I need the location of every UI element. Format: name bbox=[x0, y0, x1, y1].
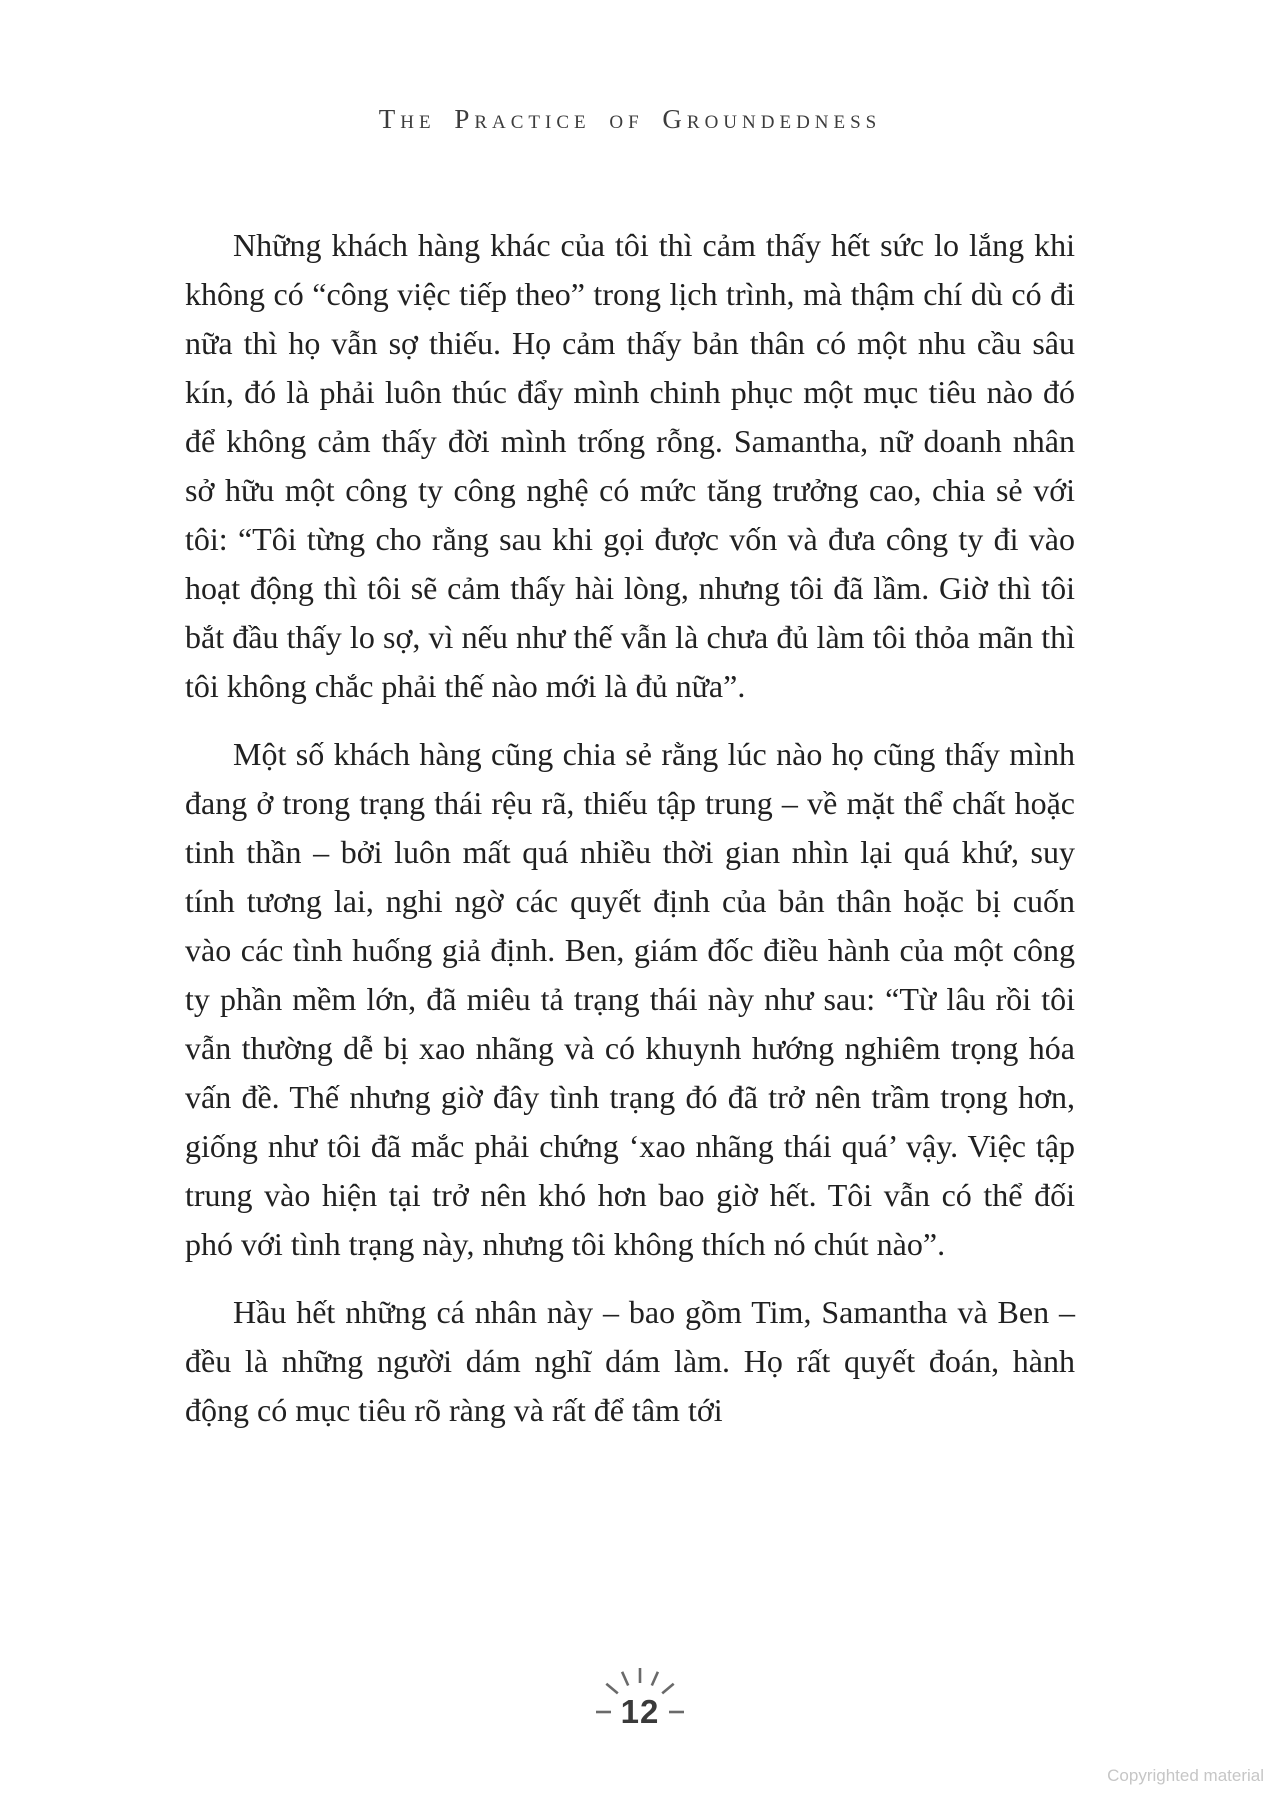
paragraph-3: Hầu hết những cá nhân này – bao gồm Tim, Samantha và Ben – đều là những người dám nghĩ dám làm. Họ rất quyết đoán, hành động có mục tiêu rõ ràng và rất để tâm tới bbox=[185, 1294, 1075, 1428]
page-number: 12 bbox=[620, 1693, 660, 1730]
copyright-watermark: Copyrighted material bbox=[1107, 1766, 1264, 1785]
running-head: The Practice of Groundedness bbox=[378, 104, 882, 134]
page-number-ornament bbox=[570, 1650, 710, 1770]
paragraph-2: Một số khách hàng cũng chia sẻ rằng lúc nào họ cũng thấy mình đang ở trong trạng thái rệu rã, thiếu tập trung – về mặt thể chất hoặc tinh thần – bởi luôn mất quá nhiều thời gian nhìn lại quá khứ, suy tính tương lai, nghi ngờ các quyết định của bản thân hoặc bị cuốn vào các tình huống giả định. Ben, giám đốc điều hành của một công ty phần mềm lớn, đã miêu tả trạng thái này như sau: “Từ lâu rồi tôi vẫn thường dễ bị xao nhãng và có khuynh hướng nghiêm trọng hóa vấn đề. Thế nhưng giờ đây tình trạng đó đã trở nên trầm trọng hơn, giống như tôi đã mắc phải chứng ‘xao nhãng thái quá’ vậy. Việc tập trung vào hiện tại trở nên khó hơn bao giờ hết. Tôi vẫn có thể đối phó với tình trạng này, nhưng tôi không thích nó chút nào”. bbox=[185, 736, 1075, 1262]
paragraph-1: Những khách hàng khác của tôi thì cảm thấy hết sức lo lắng khi không có “công việc tiếp theo” trong lịch trình, mà thậm chí dù có đi nữa thì họ vẫn sợ thiếu. Họ cảm thấy bản thân có một nhu cầu sâu kín, đó là phải luôn thúc đẩy mình chinh phục một mục tiêu nào đó để không cảm thấy đời mình trống rỗng. Samantha, nữ doanh nhân sở hữu một công ty công nghệ có mức tăng trưởng cao, chia sẻ với tôi: “Tôi từng cho rằng sau khi gọi được vốn và đưa công ty đi vào hoạt động thì tôi sẽ cảm thấy hài lòng, nhưng tôi đã lầm. Giờ thì tôi bắt đầu thấy lo sợ, vì nếu như thế vẫn là chưa đủ làm tôi thỏa mãn thì tôi không chắc phải thế nào mới là đủ nữa”. bbox=[185, 227, 1075, 704]
body-text bbox=[185, 221, 1075, 1454]
